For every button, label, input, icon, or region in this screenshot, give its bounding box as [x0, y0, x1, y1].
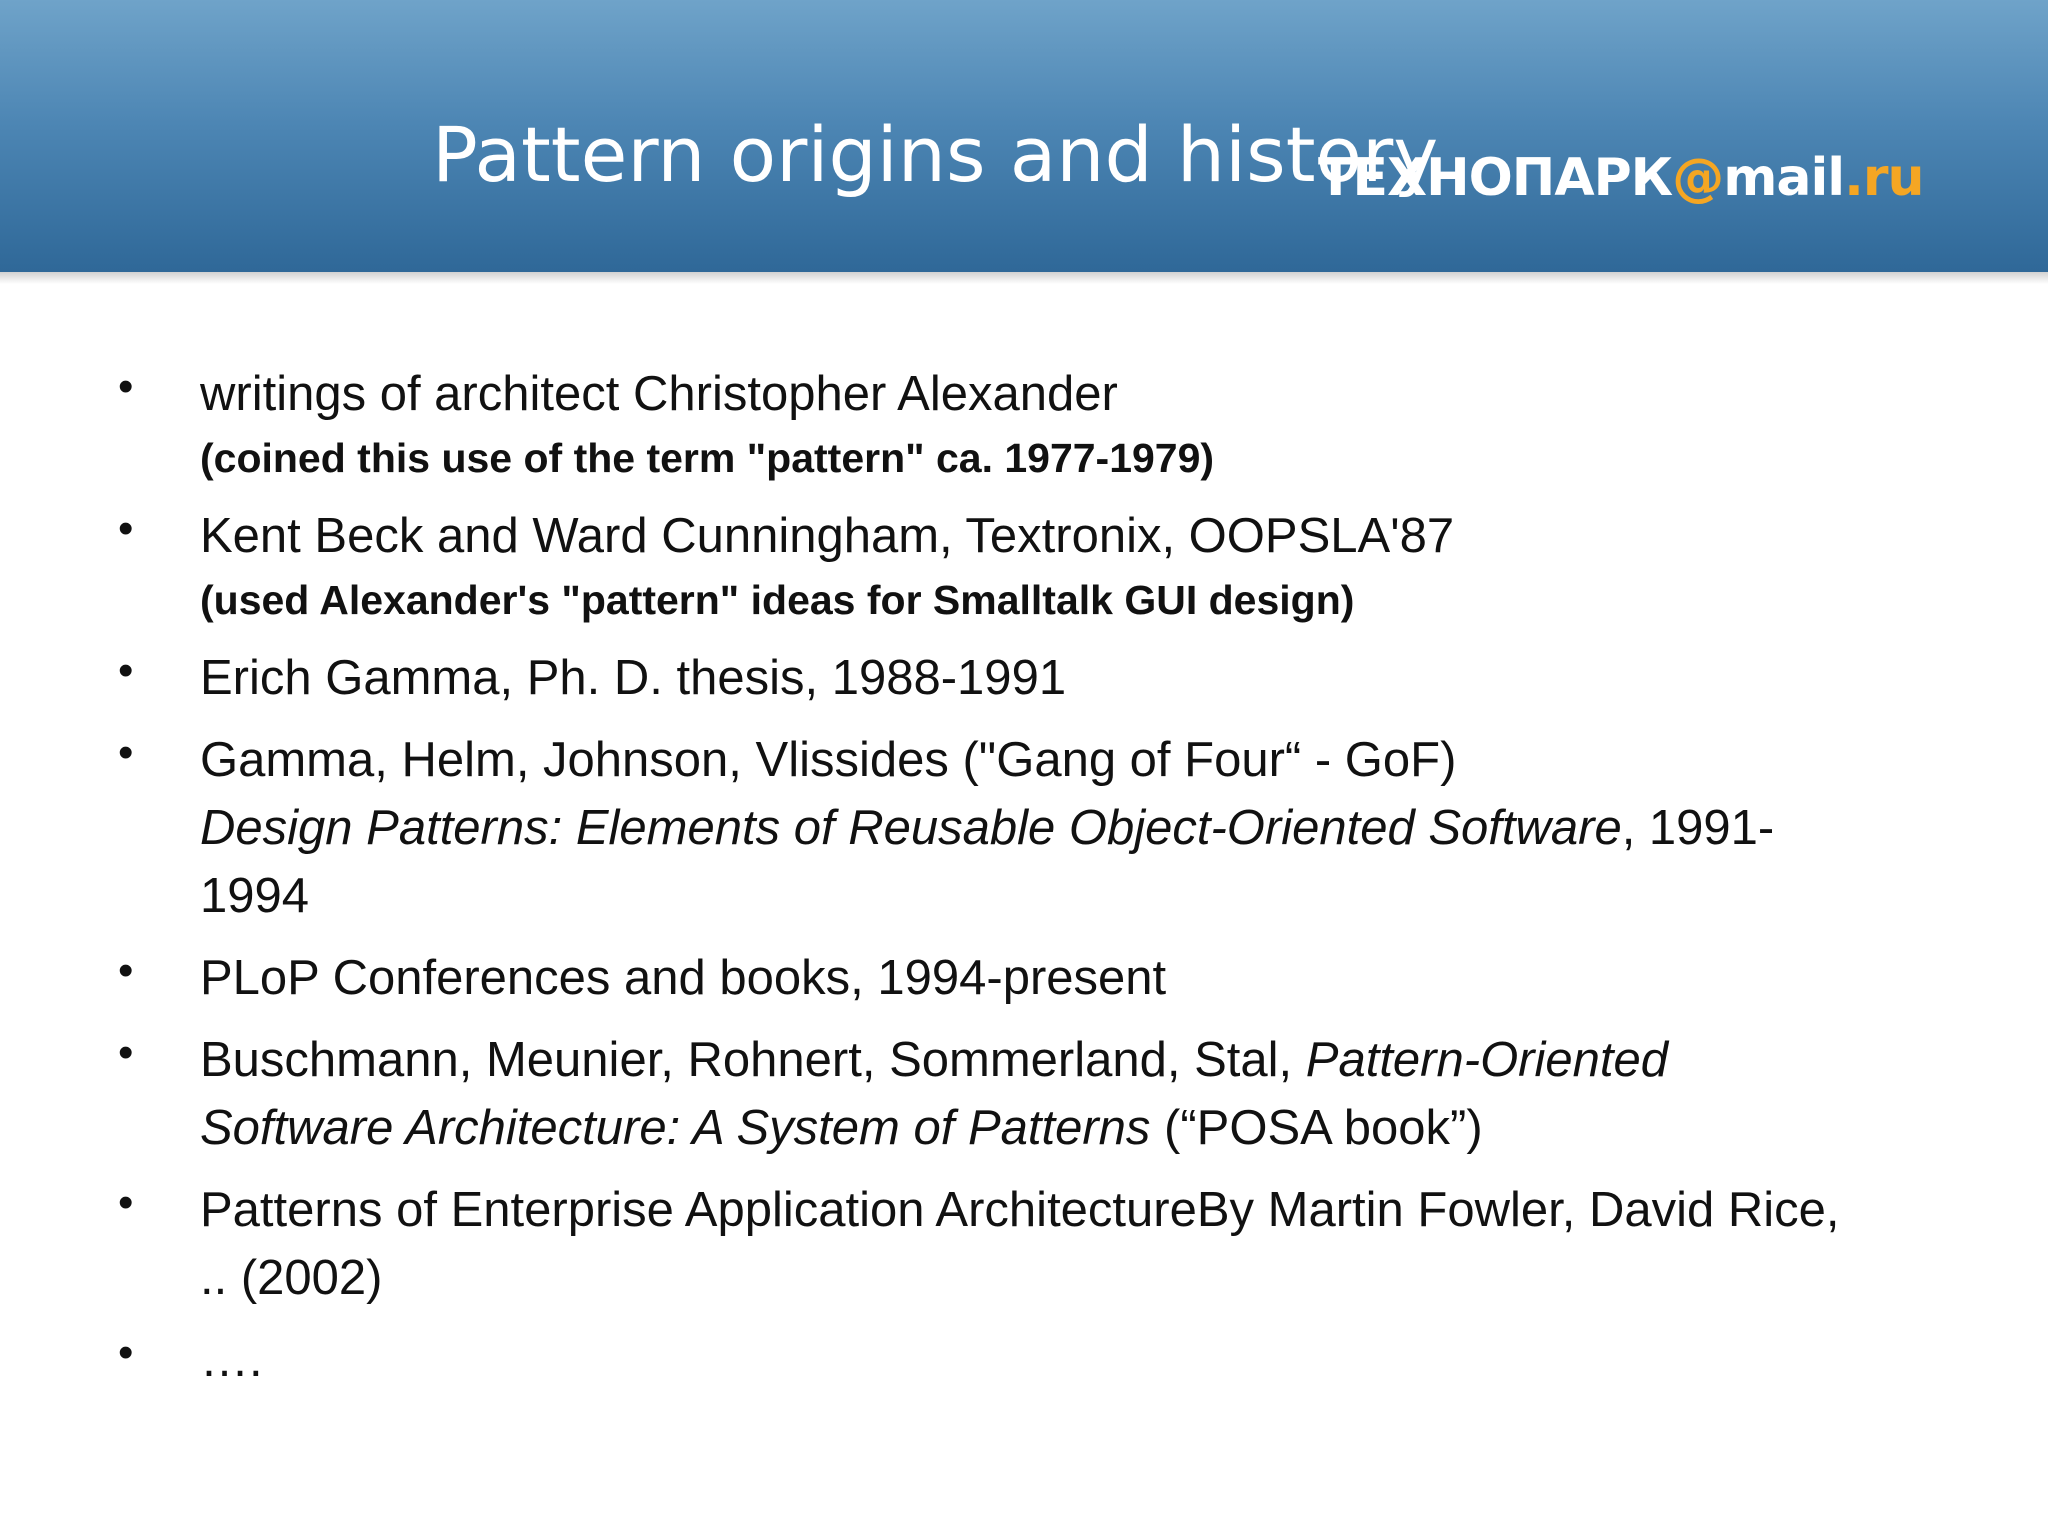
bullet-item-ellipsis — [0, 1326, 2048, 1394]
bullet-item-gof — [0, 726, 2048, 930]
slide-title: Pattern origins and history — [432, 110, 1439, 199]
book-title: Design Patterns: Elements of Reusable Object-Oriented Software — [200, 801, 1622, 855]
bullet-item-alexander — [0, 360, 2048, 488]
bullet-text: Patterns of Enterprise Application ArchitectureBy Martin Fowler, David Rice, .. (2002) — [200, 1183, 1840, 1305]
bullet-icon: • — [118, 1028, 134, 1077]
bullet-text — [200, 1026, 1860, 1162]
bullet-icon: • — [118, 1178, 134, 1227]
bullet-text: …. — [200, 1333, 263, 1387]
bullet-text: Kent Beck and Ward Cunningham, Textronix, OOPSLA'87 — [200, 509, 1455, 563]
bullet-text: Erich Gamma, Ph. D. thesis, 1988-1991 — [200, 651, 1067, 705]
header-bar — [0, 0, 2048, 272]
bullet-item-beck-cunningham — [0, 502, 2048, 630]
book-title: Pattern-Oriented Software Architecture: A System of Patterns — [200, 1033, 1669, 1155]
bullet-text: writings of architect Christopher Alexander — [200, 367, 1118, 421]
header-shadow — [0, 272, 2048, 284]
bullet-text-main: Buschmann, Meunier, Rohnert, Sommerland, Stal, — [200, 1033, 1306, 1087]
bullet-text-after: , 1991-1994 — [200, 801, 1775, 923]
logo-part-mail: mail — [1723, 148, 1845, 208]
bullet-icon: • — [118, 362, 134, 411]
logo-part-ru: .ru — [1844, 148, 1924, 208]
bullet-icon: • — [118, 1328, 134, 1377]
logo-at-sign: @ — [1672, 148, 1724, 208]
bullet-list — [0, 360, 2048, 1408]
bullet-text: PLoP Conferences and books, 1994-present — [200, 951, 1167, 1005]
bullet-text — [200, 726, 1860, 930]
bullet-icon: • — [118, 504, 134, 553]
bullet-item-fowler — [0, 1176, 2048, 1312]
bullet-item-gamma-thesis — [0, 644, 2048, 712]
bullet-icon: • — [118, 728, 134, 777]
bullet-subtext: (used Alexander's "pattern" ideas for Smalltalk GUI design) — [200, 577, 1355, 623]
bullet-icon: • — [118, 646, 134, 695]
bullet-text-main: Gamma, Helm, Johnson, Vlissides ("Gang of Four“ - GoF) — [200, 733, 1457, 787]
bullet-subtext: (coined this use of the term "pattern" ca. 1977-1979) — [200, 435, 1215, 481]
logo-part-technopark: ТЕХНОПАРК — [1318, 148, 1673, 208]
technopark-mail-logo — [1318, 148, 1924, 208]
bullet-text-after: (“POSA book”) — [1150, 1101, 1483, 1155]
bullet-item-posa — [0, 1026, 2048, 1162]
bullet-icon: • — [118, 946, 134, 995]
bullet-item-plop — [0, 944, 2048, 1012]
